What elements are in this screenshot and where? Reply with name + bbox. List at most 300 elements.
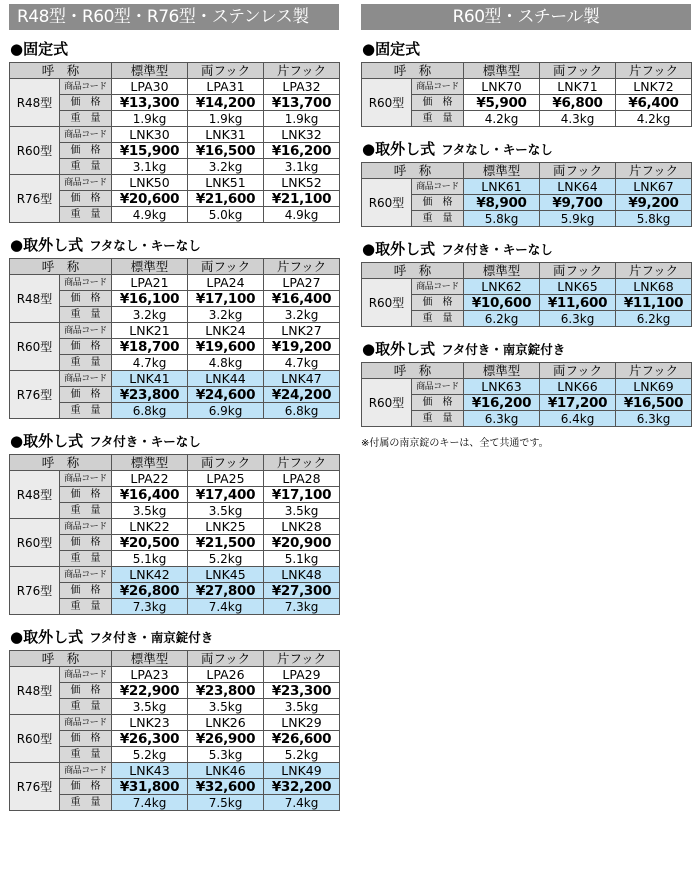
code-cell: LPA32 [264, 79, 340, 95]
weight-cell: 4.7kg [264, 355, 340, 371]
table-row [10, 175, 340, 191]
header-column: 片フック [616, 63, 692, 79]
table-row [10, 583, 340, 599]
table-row [10, 715, 340, 731]
weight-cell: 5.2kg [188, 551, 264, 567]
table-header-row [10, 63, 340, 79]
code-cell: LNK42 [112, 567, 188, 583]
code-cell: LNK65 [540, 279, 616, 295]
row-label: 重 量 [60, 699, 112, 715]
row-label: 価 格 [412, 95, 464, 111]
price-cell: ¥18,700 [112, 339, 188, 355]
model-type-label: R60型 [10, 519, 60, 567]
table-header-row [10, 651, 340, 667]
code-cell: LPA30 [112, 79, 188, 95]
header-nominal: 呼 称 [362, 163, 464, 179]
price-cell: ¥16,400 [112, 487, 188, 503]
table-header-row [362, 263, 692, 279]
table-row [362, 311, 692, 327]
row-label: 価 格 [60, 143, 112, 159]
code-cell: LNK29 [264, 715, 340, 731]
code-cell: LPA23 [112, 667, 188, 683]
price-cell: ¥26,800 [112, 583, 188, 599]
weight-cell: 5.3kg [188, 747, 264, 763]
section-title [10, 40, 339, 59]
code-cell: LNK64 [540, 179, 616, 195]
price-cell: ¥17,100 [264, 487, 340, 503]
price-table [361, 62, 692, 127]
code-cell: LNK52 [264, 175, 340, 191]
row-label: 価 格 [60, 779, 112, 795]
table-row [10, 323, 340, 339]
code-cell: LNK61 [464, 179, 540, 195]
code-cell: LPA21 [112, 275, 188, 291]
model-type-label: R76型 [10, 175, 60, 223]
code-cell: LNK25 [188, 519, 264, 535]
price-cell: ¥6,800 [540, 95, 616, 111]
price-cell: ¥10,600 [464, 295, 540, 311]
weight-cell: 5.2kg [264, 747, 340, 763]
row-label: 商品コード [412, 79, 464, 95]
row-label: 価 格 [412, 195, 464, 211]
row-label: 重 量 [60, 551, 112, 567]
header-column: 片フック [616, 163, 692, 179]
price-table [9, 650, 340, 811]
price-cell: ¥16,200 [464, 395, 540, 411]
header-nominal: 呼 称 [362, 263, 464, 279]
section-subtitle: フタ付き・南京錠付き [441, 342, 566, 357]
header-nominal: 呼 称 [362, 363, 464, 379]
weight-cell: 4.2kg [464, 111, 540, 127]
row-label: 重 量 [60, 355, 112, 371]
price-cell: ¥21,100 [264, 191, 340, 207]
row-label: 重 量 [60, 403, 112, 419]
price-cell: ¥17,400 [188, 487, 264, 503]
row-label: 価 格 [60, 291, 112, 307]
row-label: 重 量 [60, 503, 112, 519]
model-type-label: R60型 [10, 715, 60, 763]
code-cell: LNK24 [188, 323, 264, 339]
section-subtitle: フタ付き・南京錠付き [89, 630, 214, 645]
table-row [10, 763, 340, 779]
price-table [361, 162, 692, 227]
code-cell: LNK47 [264, 371, 340, 387]
table-row [362, 95, 692, 111]
header-nominal: 呼 称 [10, 63, 112, 79]
price-cell: ¥16,400 [264, 291, 340, 307]
code-cell: LNK49 [264, 763, 340, 779]
weight-cell: 5.8kg [464, 211, 540, 227]
weight-cell: 5.1kg [112, 551, 188, 567]
price-cell: ¥19,600 [188, 339, 264, 355]
section-subtitle: フタなし・キーなし [89, 238, 201, 253]
table-row [10, 307, 340, 323]
code-cell: LNK70 [464, 79, 540, 95]
section-title [362, 240, 691, 259]
code-cell: LNK22 [112, 519, 188, 535]
section-title [362, 340, 691, 359]
section-title-main: ●取外し式 [362, 140, 436, 158]
header-column: 標準型 [112, 63, 188, 79]
table-row [10, 779, 340, 795]
weight-cell: 5.0kg [188, 207, 264, 223]
price-cell: ¥24,600 [188, 387, 264, 403]
row-label: 商品コード [60, 323, 112, 339]
weight-cell: 3.2kg [188, 159, 264, 175]
steel-tables [361, 40, 691, 427]
price-cell: ¥21,600 [188, 191, 264, 207]
price-cell: ¥32,200 [264, 779, 340, 795]
code-cell: LNK63 [464, 379, 540, 395]
padlock-key-note: ※付属の南京錠のキーは、全て共通です。 [361, 438, 549, 449]
weight-cell: 6.3kg [464, 411, 540, 427]
table-row [362, 411, 692, 427]
section-title-main: ●取外し式 [362, 240, 436, 258]
table-row [10, 599, 340, 615]
model-type-label: R48型 [10, 275, 60, 323]
table-row [10, 291, 340, 307]
weight-cell: 1.9kg [112, 111, 188, 127]
price-cell: ¥22,900 [112, 683, 188, 699]
header-column: 片フック [264, 259, 340, 275]
table-header-row [362, 363, 692, 379]
section-title [10, 236, 339, 255]
weight-cell: 6.9kg [188, 403, 264, 419]
table-row [10, 339, 340, 355]
table-row [362, 295, 692, 311]
weight-cell: 7.4kg [264, 795, 340, 811]
header-column: 標準型 [112, 651, 188, 667]
price-cell: ¥8,900 [464, 195, 540, 211]
row-label: 価 格 [412, 395, 464, 411]
weight-cell: 4.9kg [112, 207, 188, 223]
price-cell: ¥21,500 [188, 535, 264, 551]
row-label: 商品コード [412, 279, 464, 295]
row-label: 商品コード [60, 79, 112, 95]
row-label: 価 格 [412, 295, 464, 311]
price-cell: ¥5,900 [464, 95, 540, 111]
price-cell: ¥20,600 [112, 191, 188, 207]
table-row [10, 731, 340, 747]
header-column: 両フック [540, 63, 616, 79]
weight-cell: 7.3kg [264, 599, 340, 615]
weight-cell: 4.7kg [112, 355, 188, 371]
code-cell: LNK48 [264, 567, 340, 583]
section-subtitle: フタなし・キーなし [441, 142, 553, 157]
code-cell: LNK50 [112, 175, 188, 191]
table-row [10, 79, 340, 95]
header-column: 片フック [264, 455, 340, 471]
code-cell: LNK26 [188, 715, 264, 731]
price-cell: ¥23,800 [112, 387, 188, 403]
code-cell: LPA25 [188, 471, 264, 487]
weight-cell: 3.2kg [112, 307, 188, 323]
row-label: 商品コード [60, 175, 112, 191]
header-column: 標準型 [464, 63, 540, 79]
section-title [10, 432, 339, 451]
row-label: 商品コード [60, 763, 112, 779]
table-row [362, 195, 692, 211]
code-cell: LNK72 [616, 79, 692, 95]
table-row [362, 279, 692, 295]
table-row [10, 127, 340, 143]
model-type-label: R60型 [362, 279, 412, 327]
section-title-main: ●固定式 [10, 40, 69, 58]
table-row [10, 471, 340, 487]
price-cell: ¥16,100 [112, 291, 188, 307]
row-label: 重 量 [412, 311, 464, 327]
weight-cell: 1.9kg [264, 111, 340, 127]
row-label: 価 格 [60, 387, 112, 403]
row-label: 価 格 [60, 683, 112, 699]
model-type-label: R60型 [362, 379, 412, 427]
price-cell: ¥27,800 [188, 583, 264, 599]
row-label: 商品コード [60, 471, 112, 487]
header-column: 両フック [188, 455, 264, 471]
code-cell: LNK43 [112, 763, 188, 779]
weight-cell: 5.2kg [112, 747, 188, 763]
row-label: 商品コード [60, 127, 112, 143]
header-column: 両フック [188, 651, 264, 667]
table-header-row [362, 63, 692, 79]
row-label: 重 量 [60, 795, 112, 811]
section-title-main: ●取外し式 [362, 340, 436, 358]
row-label: 価 格 [60, 95, 112, 111]
model-type-label: R60型 [10, 323, 60, 371]
steel-column-header: R60型・スチール製 [361, 4, 691, 30]
code-cell: LNK62 [464, 279, 540, 295]
weight-cell: 3.1kg [264, 159, 340, 175]
price-table [361, 262, 692, 327]
table-row [10, 371, 340, 387]
section-title [362, 40, 691, 59]
price-cell: ¥26,900 [188, 731, 264, 747]
section-title [10, 628, 339, 647]
table-row [10, 699, 340, 715]
row-label: 価 格 [60, 339, 112, 355]
weight-cell: 3.5kg [188, 699, 264, 715]
row-label: 重 量 [60, 159, 112, 175]
header-column: 標準型 [464, 263, 540, 279]
stainless-column [9, 4, 339, 824]
code-cell: LNK28 [264, 519, 340, 535]
code-cell: LNK67 [616, 179, 692, 195]
row-label: 価 格 [60, 583, 112, 599]
row-label: 商品コード [60, 371, 112, 387]
header-column: 標準型 [112, 455, 188, 471]
section-subtitle: フタ付き・キーなし [441, 242, 553, 257]
steel-column [361, 4, 691, 449]
price-table [9, 454, 340, 615]
row-label: 商品コード [60, 275, 112, 291]
model-type-label: R76型 [10, 567, 60, 615]
weight-cell: 5.8kg [616, 211, 692, 227]
table-header-row [362, 163, 692, 179]
weight-cell: 3.2kg [188, 307, 264, 323]
weight-cell: 4.2kg [616, 111, 692, 127]
table-row [10, 387, 340, 403]
weight-cell: 7.4kg [188, 599, 264, 615]
weight-cell: 5.9kg [540, 211, 616, 227]
code-cell: LNK71 [540, 79, 616, 95]
weight-cell: 4.9kg [264, 207, 340, 223]
table-row [10, 275, 340, 291]
price-cell: ¥6,400 [616, 95, 692, 111]
header-column: 両フック [188, 259, 264, 275]
row-label: 価 格 [60, 191, 112, 207]
price-cell: ¥15,900 [112, 143, 188, 159]
row-label: 価 格 [60, 731, 112, 747]
header-nominal: 呼 称 [10, 651, 112, 667]
code-cell: LPA28 [264, 471, 340, 487]
weight-cell: 1.9kg [188, 111, 264, 127]
code-cell: LNK21 [112, 323, 188, 339]
code-cell: LNK46 [188, 763, 264, 779]
table-row [10, 535, 340, 551]
code-cell: LNK69 [616, 379, 692, 395]
price-cell: ¥32,600 [188, 779, 264, 795]
weight-cell: 3.5kg [188, 503, 264, 519]
code-cell: LNK27 [264, 323, 340, 339]
row-label: 重 量 [412, 111, 464, 127]
row-label: 重 量 [60, 307, 112, 323]
header-column: 両フック [540, 163, 616, 179]
price-cell: ¥13,700 [264, 95, 340, 111]
model-type-label: R60型 [362, 79, 412, 127]
code-cell: LNK23 [112, 715, 188, 731]
weight-cell: 6.2kg [464, 311, 540, 327]
weight-cell: 3.5kg [264, 699, 340, 715]
row-label: 価 格 [60, 487, 112, 503]
code-cell: LNK45 [188, 567, 264, 583]
stainless-tables [9, 40, 339, 811]
table-row [10, 567, 340, 583]
code-cell: LNK68 [616, 279, 692, 295]
code-cell: LNK41 [112, 371, 188, 387]
table-row [10, 747, 340, 763]
code-cell: LNK30 [112, 127, 188, 143]
table-row [362, 111, 692, 127]
price-cell: ¥17,200 [540, 395, 616, 411]
price-cell: ¥26,600 [264, 731, 340, 747]
price-cell: ¥23,800 [188, 683, 264, 699]
weight-cell: 7.5kg [188, 795, 264, 811]
weight-cell: 3.5kg [112, 503, 188, 519]
row-label: 重 量 [60, 111, 112, 127]
model-type-label: R60型 [362, 179, 412, 227]
code-cell: LPA24 [188, 275, 264, 291]
price-cell: ¥26,300 [112, 731, 188, 747]
table-row [10, 795, 340, 811]
price-cell: ¥20,900 [264, 535, 340, 551]
section-title-main: ●取外し式 [10, 432, 84, 450]
code-cell: LPA31 [188, 79, 264, 95]
table-row [10, 191, 340, 207]
row-label: 価 格 [60, 535, 112, 551]
header-nominal: 呼 称 [362, 63, 464, 79]
price-table [361, 362, 692, 427]
table-row [362, 79, 692, 95]
table-row [10, 487, 340, 503]
price-cell: ¥24,200 [264, 387, 340, 403]
table-row [10, 95, 340, 111]
code-cell: LNK31 [188, 127, 264, 143]
header-column: 片フック [616, 263, 692, 279]
price-cell: ¥11,600 [540, 295, 616, 311]
section-title [362, 140, 691, 159]
table-row [362, 211, 692, 227]
weight-cell: 4.8kg [188, 355, 264, 371]
price-cell: ¥31,800 [112, 779, 188, 795]
weight-cell: 6.3kg [540, 311, 616, 327]
header-column: 標準型 [464, 363, 540, 379]
code-cell: LNK51 [188, 175, 264, 191]
section-title-main: ●固定式 [362, 40, 421, 58]
price-table [9, 62, 340, 223]
price-cell: ¥16,200 [264, 143, 340, 159]
price-cell: ¥27,300 [264, 583, 340, 599]
code-cell: LPA29 [264, 667, 340, 683]
code-cell: LNK44 [188, 371, 264, 387]
header-column: 両フック [540, 263, 616, 279]
price-table [9, 258, 340, 419]
row-label: 重 量 [60, 599, 112, 615]
row-label: 重 量 [412, 411, 464, 427]
weight-cell: 3.5kg [112, 699, 188, 715]
table-row [10, 503, 340, 519]
price-cell: ¥11,100 [616, 295, 692, 311]
price-cell: ¥9,700 [540, 195, 616, 211]
section-title-main: ●取外し式 [10, 628, 84, 646]
price-cell: ¥13,300 [112, 95, 188, 111]
weight-cell: 6.8kg [264, 403, 340, 419]
table-header-row [10, 259, 340, 275]
header-nominal: 呼 称 [10, 259, 112, 275]
table-row [10, 111, 340, 127]
row-label: 商品コード [60, 567, 112, 583]
weight-cell: 6.2kg [616, 311, 692, 327]
section-subtitle: フタ付き・キーなし [89, 434, 201, 449]
price-cell: ¥17,100 [188, 291, 264, 307]
row-label: 商品コード [60, 667, 112, 683]
header-column: 片フック [264, 63, 340, 79]
code-cell: LPA27 [264, 275, 340, 291]
header-nominal: 呼 称 [10, 455, 112, 471]
header-column: 標準型 [464, 163, 540, 179]
header-column: 両フック [188, 63, 264, 79]
price-cell: ¥14,200 [188, 95, 264, 111]
table-row [10, 143, 340, 159]
row-label: 商品コード [60, 715, 112, 731]
section-title-main: ●取外し式 [10, 236, 84, 254]
table-row [10, 519, 340, 535]
stainless-column-header: R48型・R60型・R76型・ステンレス製 [9, 4, 339, 30]
weight-cell: 3.5kg [264, 503, 340, 519]
code-cell: LNK32 [264, 127, 340, 143]
table-row [362, 395, 692, 411]
weight-cell: 3.1kg [112, 159, 188, 175]
price-cell: ¥20,500 [112, 535, 188, 551]
price-cell: ¥16,500 [616, 395, 692, 411]
model-type-label: R48型 [10, 667, 60, 715]
price-cell: ¥23,300 [264, 683, 340, 699]
weight-cell: 7.3kg [112, 599, 188, 615]
model-type-label: R76型 [10, 763, 60, 811]
code-cell: LPA22 [112, 471, 188, 487]
header-column: 両フック [540, 363, 616, 379]
code-cell: LNK66 [540, 379, 616, 395]
row-label: 重 量 [60, 207, 112, 223]
